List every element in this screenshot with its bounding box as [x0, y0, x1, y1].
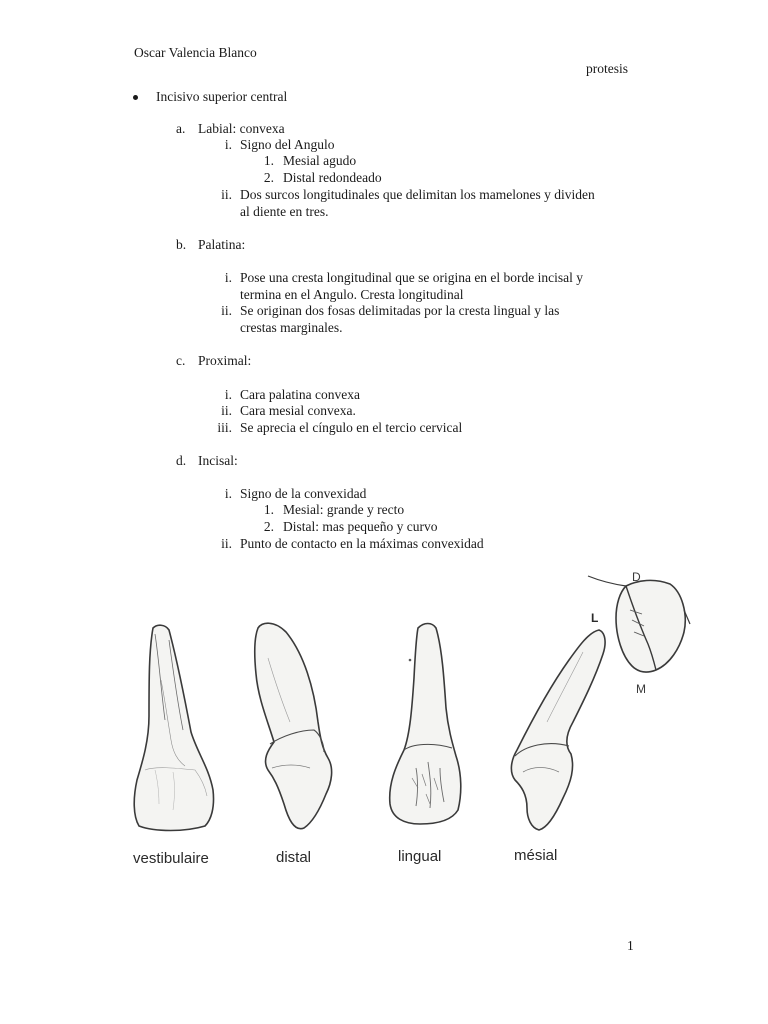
bullet-icon: [133, 95, 138, 100]
section-a-item-ii-marker: ii.: [221, 187, 232, 202]
section-d-sub-1-marker: 1.: [263, 502, 274, 517]
section-a-sub-1-text: Mesial agudo: [283, 153, 357, 168]
section-a-item-i-text: Signo del Angulo: [240, 137, 335, 152]
section-d-sub-2-text: Distal: mas pequeño y curvo: [283, 519, 438, 534]
section-c-marker: c.: [176, 353, 186, 368]
section-c-title: Proximal:: [198, 353, 252, 368]
section-d-item-ii-marker: ii.: [221, 536, 232, 551]
section-a-item-i-marker: i.: [224, 137, 232, 152]
section-d-item-ii-text: Punto de contacto en la máximas convexidad: [240, 536, 484, 551]
section-b-marker: b.: [176, 237, 187, 252]
section-c-item-ii-marker: ii.: [221, 403, 232, 418]
view-label-mesial: mésial: [514, 847, 558, 864]
tooth-vestibular-drawing: [125, 620, 235, 835]
section-b-item-ii-marker: ii.: [221, 303, 232, 318]
subject-label: protesis: [586, 61, 628, 76]
section-d-item-i-text: Signo de la convexidad: [240, 486, 367, 501]
section-b-item-ii-line2: crestas marginales.: [240, 320, 343, 335]
section-a-sub-2-text: Distal redondeado: [283, 170, 382, 185]
section-c-item-iii-marker: iii.: [217, 420, 232, 435]
view-label-distal: distal: [276, 849, 312, 866]
tooth-lingual-drawing: [382, 618, 482, 833]
section-d-sub-1-text: Mesial: grande y recto: [283, 502, 405, 517]
author-name: Oscar Valencia Blanco: [134, 45, 257, 60]
view-label-lingual: lingual: [398, 848, 442, 865]
incisal-outline-diagram: [586, 570, 696, 685]
incisal-label-l: L: [591, 611, 599, 625]
section-b-item-i-line2: termina en el Angulo. Cresta longitudinal: [240, 287, 464, 302]
section-c-item-iii-text: Se aprecia el cíngulo en el tercio cervical: [240, 420, 463, 435]
incisal-label-m: M: [636, 682, 646, 696]
section-a-title: Labial: convexa: [198, 121, 285, 136]
section-a-item-ii-line1: Dos surcos longitudinales que delimitan los mamelones y dividen: [240, 187, 595, 202]
page-number: 1: [627, 938, 634, 953]
section-a-item-ii-line2: al diente en tres.: [240, 204, 329, 219]
incisal-label-d: D: [632, 570, 641, 584]
section-d-sub-2-marker: 2.: [263, 519, 274, 534]
section-c-item-ii-text: Cara mesial convexa.: [240, 403, 356, 418]
section-d-item-i-marker: i.: [224, 486, 232, 501]
section-b-title: Palatina:: [198, 237, 246, 252]
tooth-distal-drawing: [248, 618, 348, 833]
section-c-item-i-text: Cara palatina convexa: [240, 387, 360, 402]
section-a-sub-2-marker: 2.: [263, 170, 274, 185]
view-label-vestibular: vestibulaire: [133, 850, 209, 867]
section-b-item-i-line1: Pose una cresta longitudinal que se origina en el borde incisal y: [240, 270, 584, 285]
section-d-marker: d.: [176, 453, 187, 468]
section-a-marker: a.: [176, 121, 186, 136]
section-c-item-i-marker: i.: [224, 387, 232, 402]
bullet-heading: Incisivo superior central: [156, 89, 288, 104]
section-b-item-ii-line1: Se originan dos fosas delimitadas por la cresta lingual y las: [240, 303, 560, 318]
section-d-title: Incisal:: [198, 453, 238, 468]
section-a-sub-1-marker: 1.: [263, 153, 274, 168]
section-b-item-i-marker: i.: [224, 270, 232, 285]
